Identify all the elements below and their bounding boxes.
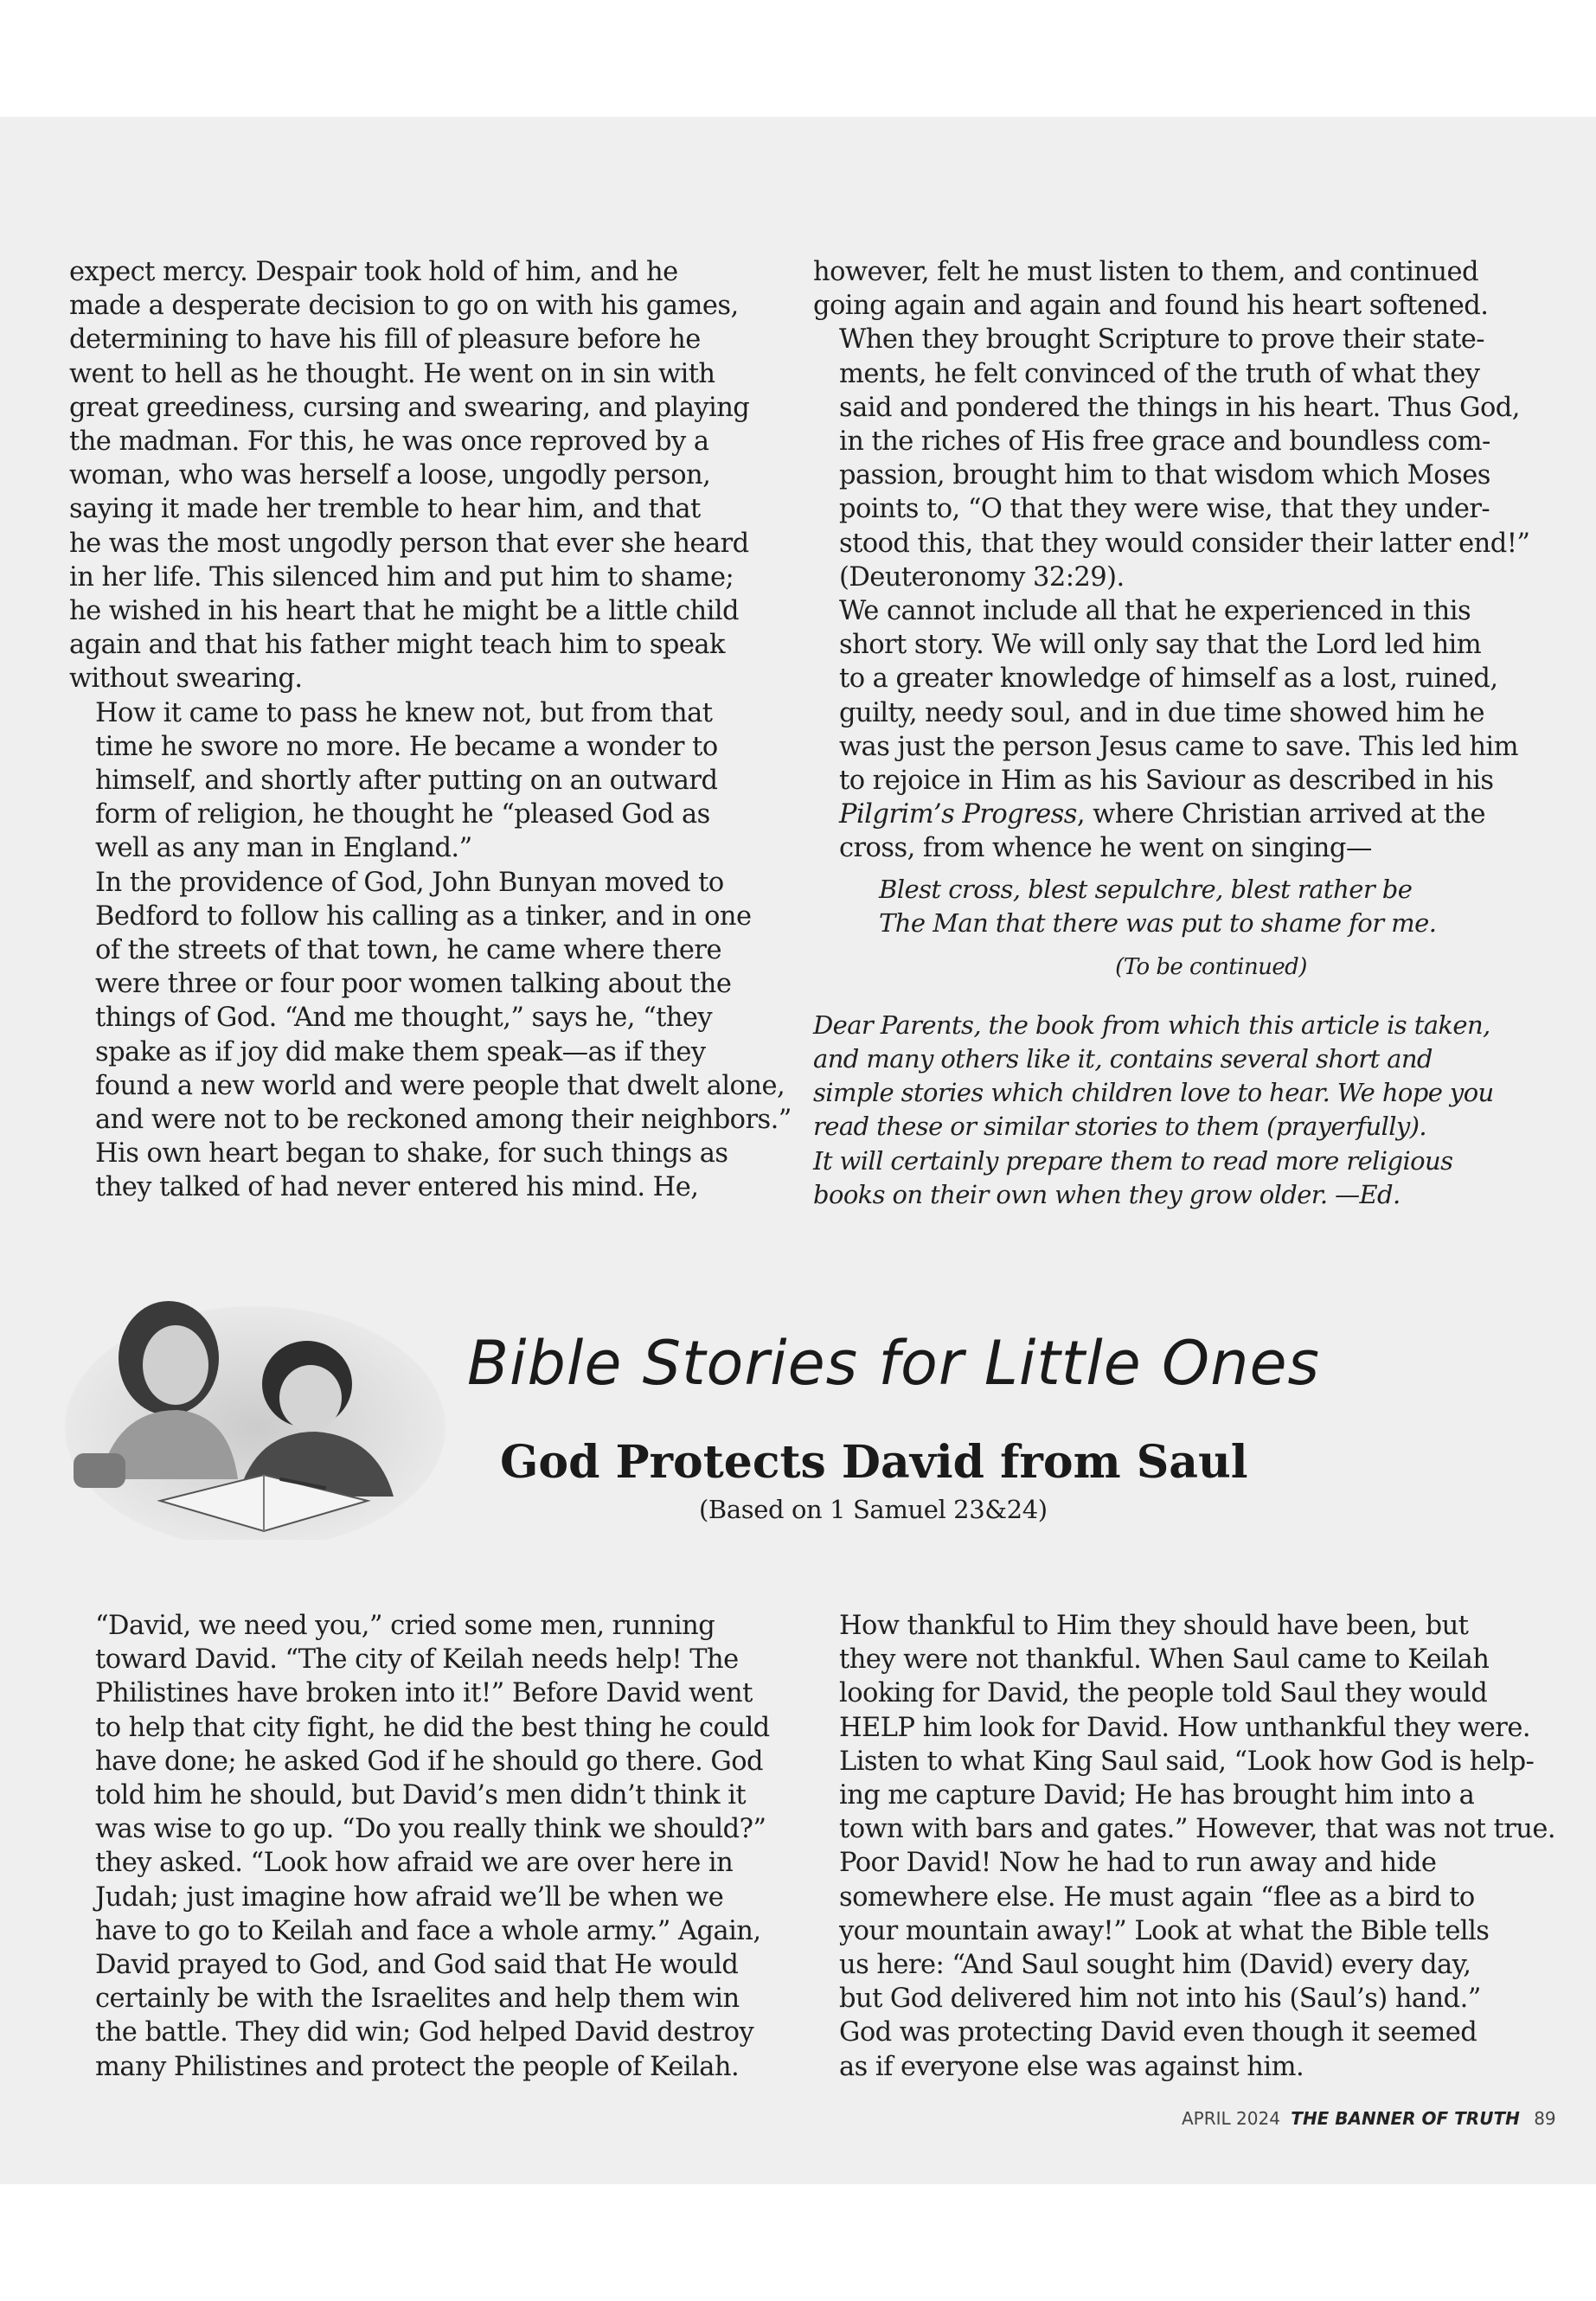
children-reading-illustration bbox=[65, 1280, 445, 1540]
article-column-top-right bbox=[813, 255, 1531, 1212]
book-title: Pilgrim’s Progress bbox=[839, 799, 1077, 830]
paragraph-line: determining to have his fill of pleasure before he bbox=[69, 324, 701, 356]
paragraph-line: How thankful to Him they should have been, but bbox=[839, 1611, 1469, 1641]
story-title: God Protects David from Saul bbox=[500, 1436, 1248, 1489]
hymn-verse bbox=[879, 873, 1531, 940]
paragraph-line: things of God. “And me thought,” says he, “they bbox=[95, 1003, 713, 1034]
paragraph-line: His own heart began to shake, for such things as bbox=[95, 1138, 728, 1170]
paragraph-line: town with bars and gates.” However, that was not true. bbox=[839, 1814, 1556, 1845]
paragraph-line: was just the person Jesus came to save. This led him bbox=[839, 731, 1518, 762]
paragraph bbox=[69, 1609, 787, 2084]
paragraph-line: they talked of had never entered his mind. He, bbox=[95, 1172, 699, 1203]
paragraph-line: have done; he asked God if he should go there. God bbox=[95, 1746, 763, 1777]
paragraph-line: were three or four poor women talking about the bbox=[95, 969, 732, 1000]
paragraph-line: going again and again and found his heart softened. bbox=[813, 291, 1489, 322]
paragraph-line: have to go to Keilah and face a whole army.” Again, bbox=[95, 1915, 761, 1946]
paragraph: We cannot include all that he experienced in this short story. We will only say that the Lord led him to a greater knowledge of himself as a lost, ruined, guilty, needy soul, and in due time showed him he was just the person Jesus came to save. This led him to rejoice in Him as his Saviour as described in his Pilgrim’s Progress, where Christian arrived at the cross, from whence he went on singing— bbox=[813, 594, 1531, 866]
paragraph-line: passion, brought him to that wisdom which Moses bbox=[839, 460, 1490, 491]
paragraph bbox=[813, 1846, 1531, 2083]
paragraph-line: was wise to go up. “Do you really think we should?” bbox=[95, 1814, 766, 1845]
paragraph-line: certainly be with the Israelites and help them win bbox=[95, 1984, 740, 2015]
paragraph bbox=[813, 1609, 1556, 1846]
paragraph-line: saying it made her tremble to hear him, and that bbox=[69, 494, 701, 525]
paragraph-line: went to hell as he thought. He went on in sin with bbox=[69, 358, 715, 389]
paragraph-line: but God delivered him not into his (Saul’s) hand.” bbox=[839, 1984, 1481, 2015]
paragraph-line: Bedford to follow his calling as a tinker, and in one bbox=[95, 901, 752, 932]
paragraph-line: he was the most ungodly person that ever she heard bbox=[69, 528, 749, 559]
paragraph-line: form of religion, he thought he “pleased God as bbox=[95, 799, 710, 830]
editor-note: Dear Parents, the book from which this article is taken, and many others like it, contains several short and simple stories which children love to hear. We hope you read these or similar stories to them (prayerfully). It will certainly prepare them to read more religious books on their own when they grow older. —Ed. bbox=[813, 1009, 1494, 1209]
paragraph-line: David prayed to God, and God said that He would bbox=[95, 1950, 739, 1981]
paragraph-line: Listen to what King Saul said, “Look how God is help- bbox=[839, 1746, 1535, 1777]
paragraph-line: ing me capture David; He has brought him into a bbox=[839, 1780, 1475, 1811]
paragraph-line: well as any man in England.” bbox=[95, 833, 472, 864]
paragraph-line: as if everyone else was against him. bbox=[839, 2051, 1304, 2082]
paragraph-line: We cannot include all that he experienced in this bbox=[839, 596, 1471, 627]
paragraph-line: to a greater knowledge of himself as a lost, ruined, bbox=[839, 663, 1498, 695]
paragraph-line: he wished in his heart that he might be a little child bbox=[69, 596, 740, 627]
paragraph-line: made a desperate decision to go on with his games, bbox=[69, 291, 739, 322]
paragraph-line: Poor David! Now he had to run away and hide bbox=[839, 1848, 1437, 1879]
paragraph bbox=[813, 323, 1531, 594]
article-column-top-left bbox=[69, 255, 792, 1205]
paragraph-line: said and pondered the things in his heart. Thus God, bbox=[839, 392, 1520, 423]
paragraph-line: many Philistines and protect the people of Keilah. bbox=[95, 2051, 740, 2082]
paragraph-line: time he swore no more. He became a wonder to bbox=[95, 731, 718, 762]
page-footer bbox=[1182, 2108, 1556, 2129]
paragraph-line: ments, he felt convinced of the truth of what they bbox=[839, 358, 1480, 389]
paragraph-line: of the streets of that town, he came where there bbox=[95, 935, 721, 966]
paragraph-line: and were not to be reckoned among their neighbors.” bbox=[95, 1105, 792, 1136]
paragraph-line: expect mercy. Despair took hold of him, and he bbox=[69, 257, 678, 287]
paragraph bbox=[813, 255, 1531, 323]
story-subtitle: (Based on 1 Samuel 23&24) bbox=[699, 1495, 1048, 1524]
story-column-right bbox=[813, 1609, 1556, 2084]
to-be-continued-note: (To be continued) bbox=[1115, 953, 1307, 980]
paragraph-line: found a new world and were people that dwelt alone, bbox=[95, 1070, 785, 1101]
paragraph-line: woman, who was herself a loose, ungodly person, bbox=[69, 460, 711, 491]
paragraph-line: guilty, needy soul, and in due time showed him he bbox=[839, 697, 1485, 728]
paragraph-line: told him he should, but David’s men didn’t think it bbox=[95, 1780, 747, 1811]
story-column-left bbox=[69, 1609, 787, 2084]
paragraph-line: “David, we need you,” cried some men, running bbox=[95, 1611, 715, 1641]
paragraph-line: stood this, that they would consider their latter end!” bbox=[839, 528, 1530, 559]
series-banner-title: Bible Stories for Little Ones bbox=[467, 1328, 1320, 1399]
paragraph bbox=[69, 866, 792, 1205]
paragraph-line: however, felt he must listen to them, and continued bbox=[813, 257, 1479, 287]
page-number: 89 bbox=[1534, 2108, 1556, 2129]
paragraph-line: to help that city fight, he did the best thing he could bbox=[95, 1712, 770, 1743]
paragraph-line: Judah; just imagine how afraid we’ll be when we bbox=[95, 1881, 724, 1913]
verse-line: The Man that there was put to shame for me. bbox=[879, 907, 1437, 938]
paragraph-line: your mountain away!” Look at what the Bible tells bbox=[839, 1915, 1490, 1946]
paragraph-line: spake as if joy did make them speak—as if they bbox=[95, 1036, 706, 1067]
magazine-name: THE BANNER OF TRUTH bbox=[1291, 2108, 1520, 2129]
paragraph-line: God was protecting David even though it seemed bbox=[839, 2017, 1477, 2048]
paragraph-line: How it came to pass he knew not, but from that bbox=[95, 697, 713, 728]
paragraph-line: short story. We will only say that the Lord led him bbox=[839, 630, 1482, 661]
issue-date: APRIL 2024 bbox=[1182, 2108, 1280, 2129]
verse-line: Blest cross, blest sepulchre, blest rather be bbox=[879, 874, 1413, 904]
paragraph-line: points to, “O that they were wise, that they under- bbox=[839, 494, 1490, 525]
paragraph-line: without swearing. bbox=[69, 663, 303, 695]
paragraph-line: they asked. “Look how afraid we are over here in bbox=[95, 1848, 734, 1879]
paragraph-line: the battle. They did win; God helped David destroy bbox=[95, 2017, 754, 2048]
paragraph-line: us here: “And Saul sought him (David) every day, bbox=[839, 1950, 1471, 1981]
paragraph-line: the madman. For this, he was once reproved by a bbox=[69, 426, 709, 458]
paragraph-line: in her life. This silenced him and put him to shame; bbox=[69, 561, 734, 593]
paragraph-line: looking for David, the people told Saul they would bbox=[839, 1678, 1488, 1709]
paragraph-line: great greediness, cursing and swearing, and playing bbox=[69, 392, 750, 423]
paragraph-line: again and that his father might teach him to speak bbox=[69, 630, 725, 661]
paragraph-line: cross, from whence he went on singing— bbox=[839, 833, 1372, 864]
paragraph-line: they were not thankful. When Saul came to Keilah bbox=[839, 1644, 1490, 1676]
paragraph-line: somewhere else. He must again “flee as a bird to bbox=[839, 1881, 1475, 1913]
paragraph bbox=[69, 255, 787, 696]
paragraph-line: Philistines have broken into it!” Before David went bbox=[95, 1678, 753, 1709]
paragraph-line: In the providence of God, John Bunyan moved to bbox=[95, 867, 724, 898]
paragraph-line: HELP him look for David. How unthankful they were. bbox=[839, 1712, 1530, 1743]
paragraph-line: in the riches of His free grace and boundless com- bbox=[839, 426, 1490, 458]
paragraph-line: himself, and shortly after putting on an outward bbox=[95, 766, 718, 797]
paragraph-line: When they brought Scripture to prove their state- bbox=[839, 324, 1485, 356]
paragraph-line: toward David. “The city of Keilah needs help! The bbox=[95, 1644, 739, 1676]
paragraph-line: to rejoice in Him as his Saviour as described in his bbox=[839, 766, 1494, 797]
paragraph-line: (Deuteronomy 32:29). bbox=[839, 561, 1125, 593]
paragraph bbox=[69, 696, 787, 866]
